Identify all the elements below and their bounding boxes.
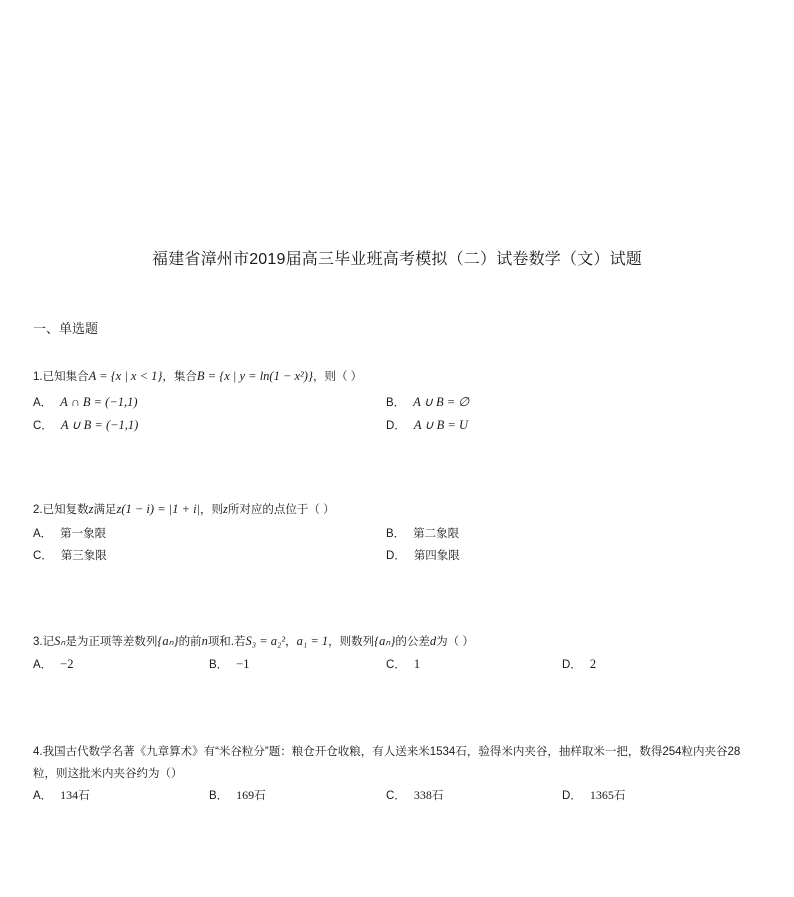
question-2-option-d[interactable]: D． 第四象限 (386, 550, 460, 562)
question-4-stem: 4.我国古代数学名著《九章算术》有“米谷粒分”题：粮仓开仓收粮，有人送来米1534石，验得米内夹谷，抽样取米一把，数得254粒内夹谷28 粒，则这批米内夹谷约为（） (33, 746, 741, 780)
question-3-stem: 3.记Sₙ是为正项等差数列{aₙ}的前n项和.若S₃ = a₂²，a₁ = 1，则数列{aₙ}的公差d为（ ） (33, 634, 474, 648)
section-heading: 一、单选题 (33, 321, 99, 336)
document-title: 福建省漳州市2019届高三毕业班高考模拟（二）试卷数学（文）试题 (152, 251, 642, 268)
question-4-option-b[interactable]: B． 169石 (209, 788, 266, 802)
question-1-option-b[interactable]: B． A ∪ B = ∅ (386, 395, 470, 409)
set-a-expression: A = {x | x < 1} (88, 369, 163, 383)
question-3-option-d[interactable]: D． 2 (562, 657, 597, 671)
question-2-option-c[interactable]: C． 第三象限 (33, 550, 107, 562)
question-number: 1. (33, 371, 43, 383)
question-3-option-c[interactable]: C． 1 (386, 657, 421, 671)
question-1-stem: 1.已知集合A = {x | x < 1}，集合B = {x | y = ln(1 − x²)}，则（ ） (33, 369, 363, 383)
question-4-option-d[interactable]: D． 1365石 (562, 788, 626, 802)
set-b-expression: B = {x | y = ln(1 − x²)} (196, 369, 313, 383)
complex-equation: z(1 − i) = |1 + i| (116, 502, 201, 516)
question-3-option-b[interactable]: B． −1 (209, 657, 250, 671)
question-2-option-a[interactable]: A． 第一象限 (33, 528, 107, 540)
question-4-option-c[interactable]: C． 338石 (386, 788, 444, 802)
question-number: 2. (33, 504, 43, 516)
question-3-option-a[interactable]: A． −2 (33, 657, 74, 671)
question-1-option-c[interactable]: C． A ∪ B = (−1,1) (33, 418, 139, 432)
question-number: 4. (33, 746, 43, 758)
question-1-option-d[interactable]: D． A ∪ B = U (386, 418, 468, 432)
question-2-option-b[interactable]: B． 第二象限 (386, 528, 460, 540)
question-1-option-a[interactable]: A． A ∩ B = (−1,1) (33, 395, 138, 409)
question-2-stem: 2.已知复数z满足z(1 − i) = |1 + i|，则z所对应的点位于（ ） (33, 502, 335, 516)
question-number: 3. (33, 636, 43, 648)
question-4-option-a[interactable]: A． 134石 (33, 788, 90, 802)
